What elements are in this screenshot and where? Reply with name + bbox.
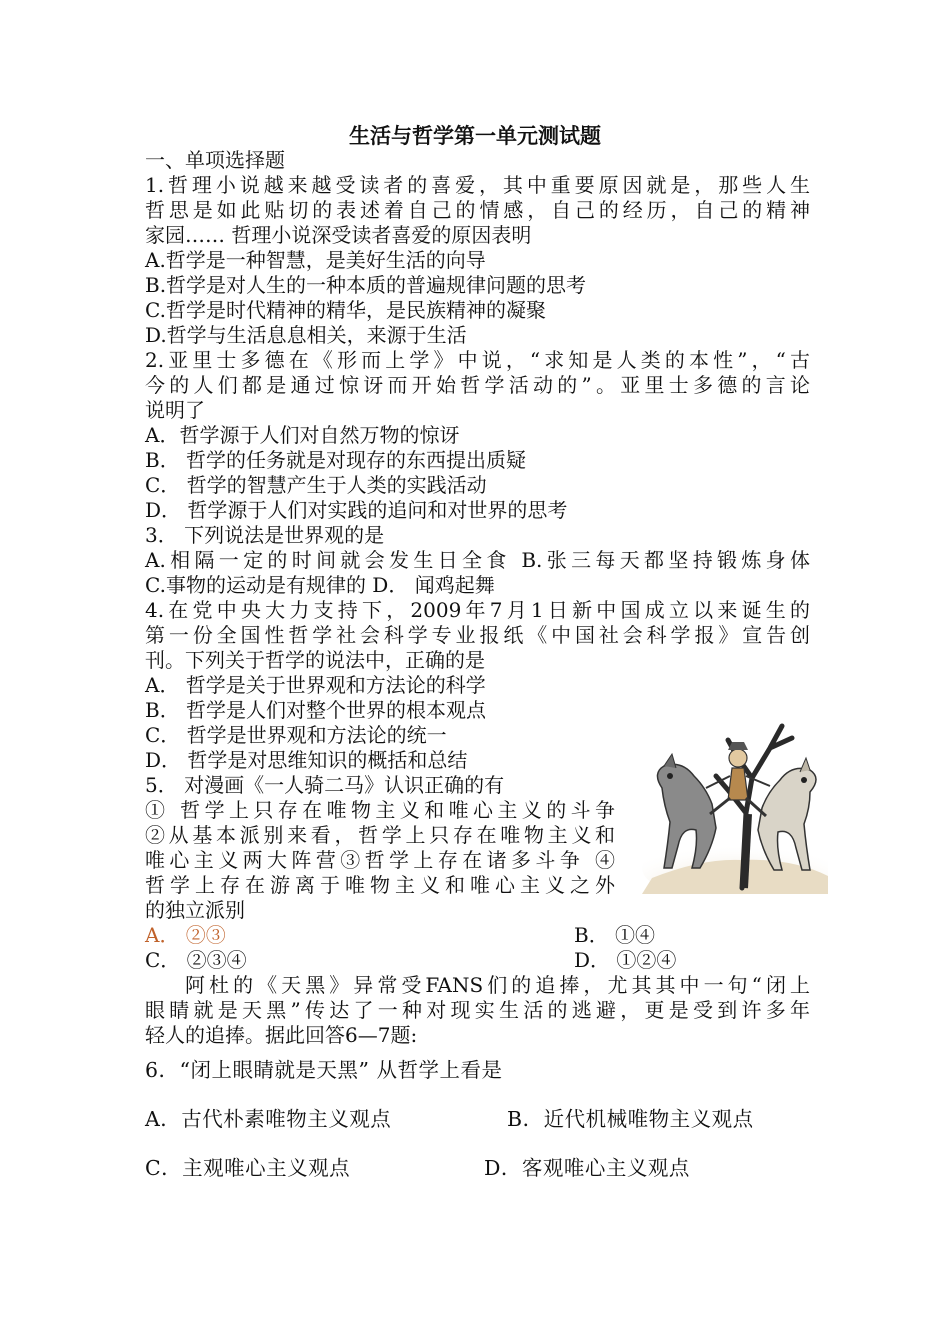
q5-option-c: C． ②③④ [145,948,247,972]
q2-stem-line: 2.亚里士多德在《形而上学》中说，“求知是人类的本性”，“古 [145,348,810,372]
q1-option-a: A.哲学是一种智慧，是美好生活的向导 [145,248,486,272]
q4-option-d: D． 哲学是对思维知识的概括和总结 [145,748,468,772]
q5-option-d: D． ①②④ [574,948,677,972]
q1-option-b: B.哲学是对人生的一种本质的普遍规律问题的思考 [145,273,587,297]
q4-option-a: A． 哲学是关于世界观和方法论的科学 [145,673,486,697]
q5-option-a: A． ②③ [145,923,226,947]
q1-stem-line: 哲思是如此贴切的表述着自己的情感，自己的经历，自己的精神 [145,198,810,222]
q3-stem: 3． 下列说法是世界观的是 [145,523,385,547]
q6-stem: 6．“闭上眼睛就是天黑” 从哲学上看是 [145,1058,503,1082]
q2-option-b: B． 哲学的任务就是对现存的东西提出质疑 [145,448,527,472]
q2-stem-line: 说明了 [145,398,205,422]
q3-options-ab: A.相隔一定的时间就会发生日全食 B.张三每天都坚持锻炼身体 [145,548,810,572]
cartoon-one-man-two-horses [642,718,828,894]
q5-option-b: B． ①④ [574,923,656,947]
q1-stem-line: 1.哲理小说越来越受读者的喜爱，其中重要原因就是，那些人生 [145,173,810,197]
q6-option-b: B．近代机械唯物主义观点 [507,1107,754,1131]
q4-stem-line: 4.在党中央大力支持下，2009年7月1日新中国成立以来诞生的 [145,598,810,622]
q4-stem-line: 刊。下列关于哲学的说法中，正确的是 [145,648,485,672]
q4-option-c: C． 哲学是世界观和方法论的统一 [145,723,447,747]
q1-stem-line: 家园…… 哲理小说深受读者喜爱的原因表明 [145,223,532,247]
passage-line: 眼睛就是天黑”传达了一种对现实生活的逃避，更是受到许多年 [145,998,810,1022]
q5-stem-line: ① 哲学上只存在唯物主义和唯心主义的斗争 [145,798,615,822]
q1-option-c: C.哲学是时代精神的精华，是民族精神的凝聚 [145,298,546,322]
q6-option-a: A．古代朴素唯物主义观点 [145,1107,392,1131]
q5-stem-line: 哲学上存在游离于唯物主义和唯心主义之外 [145,873,615,897]
passage-line: 阿杜的《天黑》异常受FANS们的追捧，尤其其中一句“闭上 [185,973,810,997]
q2-option-a: A．哲学源于人们对自然万物的惊讶 [145,423,460,447]
page-title: 生活与哲学第一单元测试题 [349,123,601,148]
q1-option-d: D.哲学与生活息息相关，来源于生活 [145,323,467,347]
q2-option-c: C． 哲学的智慧产生于人类的实践活动 [145,473,487,497]
q2-option-d: D． 哲学源于人们对实践的追问和对世界的思考 [145,498,568,522]
q6-option-d: D．客观唯心主义观点 [484,1156,690,1180]
q5-stem-line: 5． 对漫画《一人骑二马》认识正确的有 [145,773,505,797]
q5-stem-line: ②从基本派别来看，哲学上只存在唯物主义和 [145,823,615,847]
q3-options-cd: C.事物的运动是有规律的 D． 闻鸡起舞 [145,573,495,597]
section-heading: 一、单项选择题 [145,148,285,172]
q4-option-b: B． 哲学是人们对整个世界的根本观点 [145,698,487,722]
q5-stem-line: 的独立派别 [145,898,245,922]
q2-stem-line: 今的人们都是通过惊讶而开始哲学活动的”。亚里士多德的言论 [145,373,810,397]
q6-option-c: C．主观唯心主义观点 [145,1156,351,1180]
passage-line: 轻人的追捧。据此回答6—7题: [145,1023,418,1047]
q5-stem-line: 唯心主义两大阵营③哲学上存在诸多斗争 ④ [145,848,615,872]
q4-stem-line: 第一份全国性哲学社会科学专业报纸《中国社会科学报》宣告创 [145,623,810,647]
